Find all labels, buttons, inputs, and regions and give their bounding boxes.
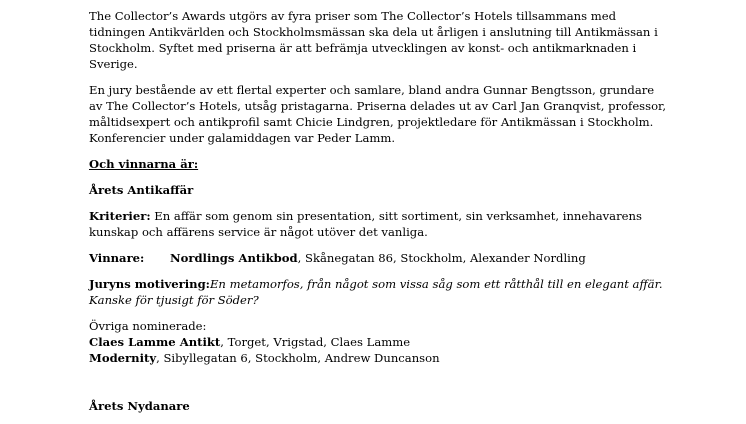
category-title-nydanare: Årets Nydanare — [89, 399, 190, 413]
winners-heading-text: Och vinnarna är: — [89, 157, 199, 171]
intro-paragraph-1: The Collector’s Awards utgörs av fyra priser som The Collector’s Hotels tillsammans med tidningen Antikvärlden och Stockholmsmässan ska dela ut årligen i anslutning till Antikmässan i Stockholm. Syftet med priserna är att befrämja utvecklingen av konst- och antikmarknaden i Sverige. — [89, 9, 658, 71]
winner-details: , Skånegatan 86, Stockholm, Alexander Nordling — [297, 251, 586, 265]
nominee-details: , Torget, Vrigstad, Claes Lamme — [220, 335, 411, 349]
nominee-item — [89, 334, 669, 350]
motivation-text: En metamorfos, från något som vissa såg som ett råtthål till en elegant affär. Kanske för tjusigt för Söder? — [89, 277, 663, 307]
winner-label: Vinnare: — [89, 251, 145, 265]
document-page — [89, 8, 669, 424]
nominees-label: Övriga nominerade: — [89, 319, 207, 333]
winner-paragraph — [89, 250, 669, 266]
category-title-antikaffar: Årets Antikaffär — [89, 183, 194, 197]
winners-heading — [89, 156, 669, 172]
winner-name: Nordlings Antikbod — [170, 251, 298, 265]
motivation-label: Juryns motivering: — [89, 277, 210, 291]
motivation-paragraph — [89, 276, 669, 308]
nominees-block — [89, 318, 669, 366]
criteria-paragraph — [89, 208, 669, 240]
criteria-label: Kriterier: — [89, 209, 151, 223]
nominee-item — [89, 350, 669, 366]
nominee-details: , Sibyllegatan 6, Stockholm, Andrew Duncanson — [156, 351, 440, 365]
criteria-text: En affär som genom sin presentation, sitt sortiment, sin verksamhet, innehavarens kunskap och affärens service är något utöver det vanliga. — [89, 209, 642, 239]
spacer — [89, 376, 669, 398]
nominee-name: Modernity — [89, 351, 157, 365]
nominee-name: Claes Lamme Antikt — [89, 335, 221, 349]
intro-paragraph-2: En jury bestående av ett flertal experter och samlare, bland andra Gunnar Bengtsson, grundare av The Collector’s Hotels, utsåg pristagarna. Priserna delades ut av Carl Jan Granqvist, professor, måltidsexpert och antikprofil samt Chicie Lindgren, projektledare för Antikmässan i Stockholm. Konferencier under galamiddagen var Peder Lamm. — [89, 83, 667, 145]
